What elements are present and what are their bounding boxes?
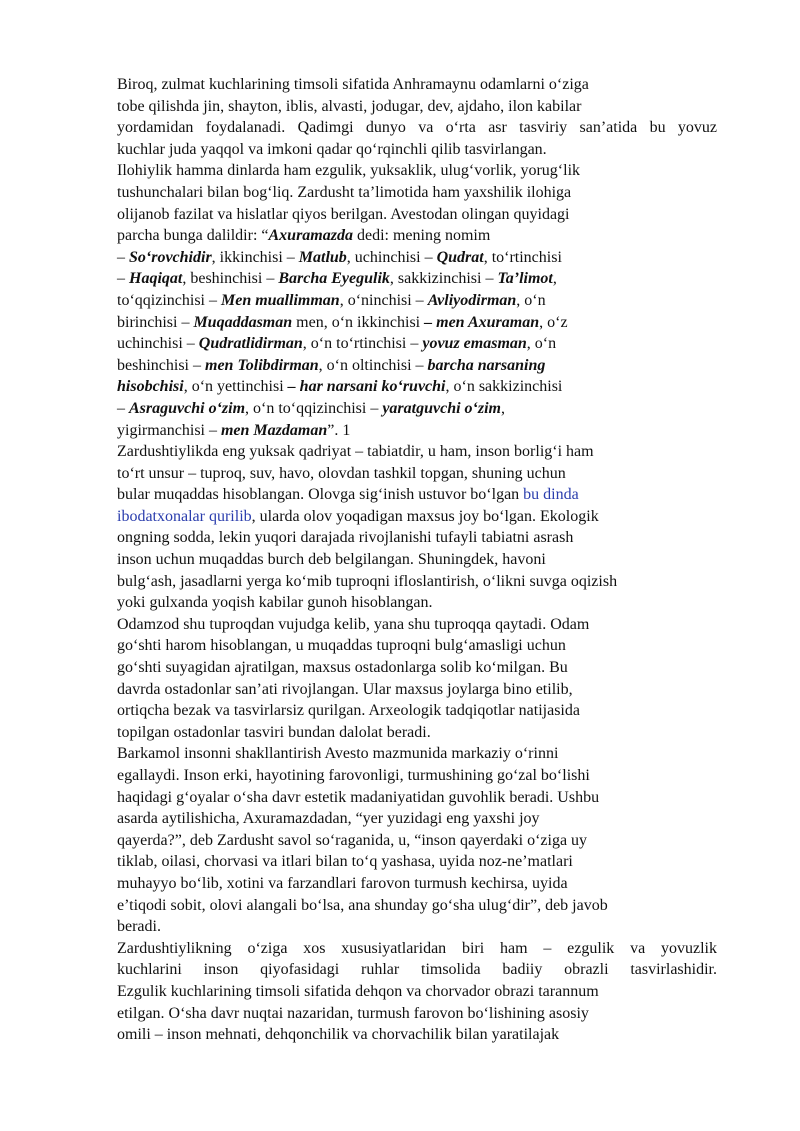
text-line (117, 204, 717, 226)
emphasized-text: yaratguvchi oʻzim (382, 399, 501, 417)
text-run: kuchlar juda yaqqol va imkoni qadar qoʻrqinchli qilib tasvirlangan. (117, 140, 547, 158)
emphasized-text: Men muallimman (220, 291, 340, 309)
text-line (117, 333, 717, 355)
text-line (117, 743, 717, 765)
text-line (117, 916, 717, 938)
text-run: goʻshti harom hisoblangan, u muqaddas tuproqni bulgʻamasligi uchun (117, 637, 566, 655)
text-run: tobe qilishda jin, shayton, iblis, alvasti, jodugar, dev, ajdaho, ilon kabilar (117, 97, 582, 115)
emphasized-text: Qudratlidirman (198, 335, 303, 353)
text-run: , oʻn (516, 291, 546, 309)
text-run: yordamidan foydalanadi. Qadimgi dunyo va oʻrta asr tasviriy san’atida bu yovuz (117, 119, 717, 137)
text-line (117, 355, 717, 377)
text-line (117, 376, 717, 398)
text-run: kuchlarini inson qiyofasidagi ruhlar timsolida badiiy obrazli tasvirlashidir. (117, 961, 717, 979)
text-run: , oʻn sakkizinchisi (445, 378, 563, 396)
emphasized-text: men Tolibdirman (205, 356, 319, 374)
text-run: e’tiqodi sobit, olovi alangali boʻlsa, ana shunday goʻsha ulugʻdir”, deb javob (117, 896, 608, 914)
text-run: davrda ostadonlar san’ati rivojlangan. Ular maxsus joylarga bino etilib, (117, 680, 573, 698)
emphasized-text: Haqiqat (129, 270, 183, 288)
text-run: , beshinchisi – (182, 270, 279, 288)
text-line (117, 851, 717, 873)
text-line (117, 117, 717, 139)
text-line (117, 895, 717, 917)
emphasized-text: Barcha Eyegulik (278, 270, 390, 288)
text-run: yigirmanchisi – (117, 421, 221, 439)
emphasized-text: – har narsani koʻruvchi (287, 378, 446, 396)
text-line (117, 614, 717, 636)
text-run: topilgan ostadonlar tasviri bundan dalolat beradi. (117, 723, 431, 741)
text-run: toʻrt unsur – tuproq, suv, havo, olovdan tashkil topgan, shuning uchun (117, 464, 566, 482)
text-run: , sakkizinchisi – (389, 270, 498, 288)
emphasized-text: Soʻrovchidir (129, 248, 212, 266)
text-line (117, 463, 717, 485)
text-run: , ularda olov yoqadigan maxsus joy boʻlgan. Ekologik (251, 507, 599, 525)
text-run: egallaydi. Inson erki, hayotining farovonligi, turmushining goʻzal boʻlishi (117, 767, 590, 784)
text-run: tushunchalari bilan bogʻliq. Zardusht ta’limotida ham yaxshilik ilohiga (117, 183, 572, 201)
emphasized-text: – men Axuraman (424, 313, 540, 331)
text-line (117, 182, 717, 204)
text-run: asarda aytilishicha, Axuramazdadan, “yer yuzidagi eng yaxshi joy (117, 810, 540, 828)
text-run: tiklab, oilasi, chorvasi va itlari bilan toʻq yashasa, uyida noz-ne’matlari (117, 853, 573, 871)
text-line (117, 787, 717, 809)
text-run: omili – inson mehnati, dehqonchilik va chorvachilik bilan yaratilajak (117, 1026, 560, 1044)
text-run: dedi: mening nomim (352, 227, 491, 245)
text-line (117, 160, 717, 182)
text-line (117, 1003, 717, 1025)
text-line (117, 527, 717, 549)
text-run: – (117, 270, 129, 288)
text-line (117, 441, 717, 463)
text-line (117, 765, 717, 787)
text-line (117, 981, 717, 1003)
text-line (117, 722, 717, 744)
text-run: Biroq, zulmat kuchlarining timsoli sifatida Anhramaynu odamlarni oʻziga (117, 76, 589, 93)
text-run: , oʻn (526, 335, 557, 353)
text-run: Zardushtiylikda eng yuksak qadriyat – tabiatdir, u ham, inson borligʻi ham (117, 443, 594, 461)
text-line (117, 1024, 717, 1046)
text-run: , oʻn toʻqqizinchisi – (245, 399, 383, 417)
text-run: muhayyo boʻlib, xotini va farzandlari farovon turmush kechirsa, uyida (117, 874, 568, 892)
text-run: , (501, 399, 505, 417)
text-run: , (552, 270, 557, 288)
emphasized-text: men Mazdaman (220, 421, 328, 439)
emphasized-text: hisobchisi (117, 378, 184, 396)
text-run: haqidagi gʻoyalar oʻsha davr estetik madaniyatidan guvohlik beradi. Ushbu (117, 788, 600, 806)
text-run: Zardushtiylikning oʻziga xos xususiyatlaridan biri ham – ezgulik va yovuzlik (117, 939, 717, 957)
text-run: Ilohiylik hamma dinlarda ham ezgulik, yuksaklik, ulugʻvorlik, yorugʻlik (117, 162, 581, 180)
text-run: , ikkinchisi – (211, 248, 299, 266)
text-run: men, oʻn ikkinchisi (292, 313, 425, 331)
emphasized-text: Matlub (298, 248, 347, 266)
text-line (117, 398, 717, 420)
text-line (117, 290, 717, 312)
text-run: yoki gulxanda yoqish kabilar gunoh hisoblangan. (117, 594, 433, 612)
text-run: olijanob fazilat va hislatlar qiyos berilgan. Avestodan olingan quyidagi (117, 205, 570, 223)
text-line (117, 549, 717, 571)
text-run: beshinchisi – (117, 356, 205, 374)
hyperlink-text[interactable]: ibodatxonalar qurilib (117, 507, 252, 525)
text-run: , oʻn toʻrtinchisi – (302, 335, 423, 353)
text-line (117, 247, 717, 269)
text-run: uchinchisi – (117, 335, 199, 353)
text-run: , toʻrtinchisi (483, 248, 562, 266)
emphasized-text: Asraguvchi oʻzim (129, 399, 246, 417)
text-run: , uchinchisi – (346, 248, 437, 266)
text-line (117, 938, 717, 960)
text-line (117, 592, 717, 614)
text-line (117, 657, 717, 679)
text-run: birinchisi – (117, 313, 194, 331)
text-run: – (117, 248, 129, 266)
text-run: inson uchun muqaddas burch deb belgilangan. Shuningdek, havoni (117, 551, 546, 569)
text-line (117, 830, 717, 852)
text-line (117, 959, 717, 981)
emphasized-text: barcha narsaning (427, 356, 546, 374)
text-line (117, 312, 717, 334)
text-line (117, 808, 717, 830)
text-line (117, 139, 717, 161)
text-run: ongning sodda, lekin yuqori darajada rivojlanishi tufayli tabiatni asrash (117, 529, 574, 547)
text-run: , oʻz (539, 313, 568, 331)
text-run: , oʻn yettinchisi (183, 378, 288, 396)
text-run: – (117, 399, 129, 417)
emphasized-text: Axuramazda (268, 227, 353, 245)
text-run: parcha bunga dalildir: “ (117, 227, 269, 245)
text-run: goʻshti suyagidan ajratilgan, maxsus ostadonlarga solib koʻmilgan. Bu (117, 659, 568, 677)
text-run: toʻqqizinchisi – (117, 291, 221, 309)
hyperlink-text[interactable]: bu dinda (523, 486, 579, 504)
text-line (117, 635, 717, 657)
text-line (117, 873, 717, 895)
text-line (117, 225, 717, 247)
text-line (117, 506, 717, 528)
text-run: ”. 1 (327, 421, 351, 439)
text-line (117, 679, 717, 701)
text-run: Ezgulik kuchlarining timsoli sifatida dehqon va chorvador obrazi tarannum (117, 982, 599, 1000)
text-run: Odamzod shu tuproqdan vujudga kelib, yana shu tuproqqa qaytadi. Odam (117, 615, 590, 633)
emphasized-text: Avliyodirman (427, 291, 517, 309)
text-run: bular muqaddas hisoblangan. Olovga sigʻinish ustuvor boʻlgan (117, 486, 524, 504)
text-run: qayerda?”, deb Zardusht savol soʻraganida, u, “inson qayerdaki oʻziga uy (117, 831, 588, 849)
text-line (117, 420, 717, 442)
text-run: bulgʻash, jasadlarni yerga koʻmib tuproqni ifloslantirish, oʻlikni suvga oqizish (117, 572, 618, 590)
text-run: , oʻninchisi – (339, 291, 428, 309)
text-line (117, 484, 717, 506)
emphasized-text: Qudrat (436, 248, 484, 266)
text-line (117, 268, 717, 290)
text-run: beradi. (117, 918, 161, 936)
text-line (117, 700, 717, 722)
text-run: Barkamol insonni shakllantirish Avesto mazmunida markaziy oʻrinni (117, 745, 559, 763)
text-run: etilgan. Oʻsha davr nuqtai nazaridan, turmush farovon boʻlishining asosiy (117, 1004, 589, 1022)
emphasized-text: Ta’limot (497, 270, 553, 288)
text-line (117, 96, 717, 118)
emphasized-text: Muqaddasman (193, 313, 293, 331)
document-body (117, 74, 717, 1046)
text-line (117, 571, 717, 593)
emphasized-text: yovuz emasman (422, 335, 527, 353)
text-run: , oʻn oltinchisi – (318, 356, 428, 374)
text-run: ortiqcha bezak va tasvirlarsiz qurilgan. Arxeologik tadqiqotlar natijasida (117, 702, 580, 720)
text-line (117, 74, 717, 96)
